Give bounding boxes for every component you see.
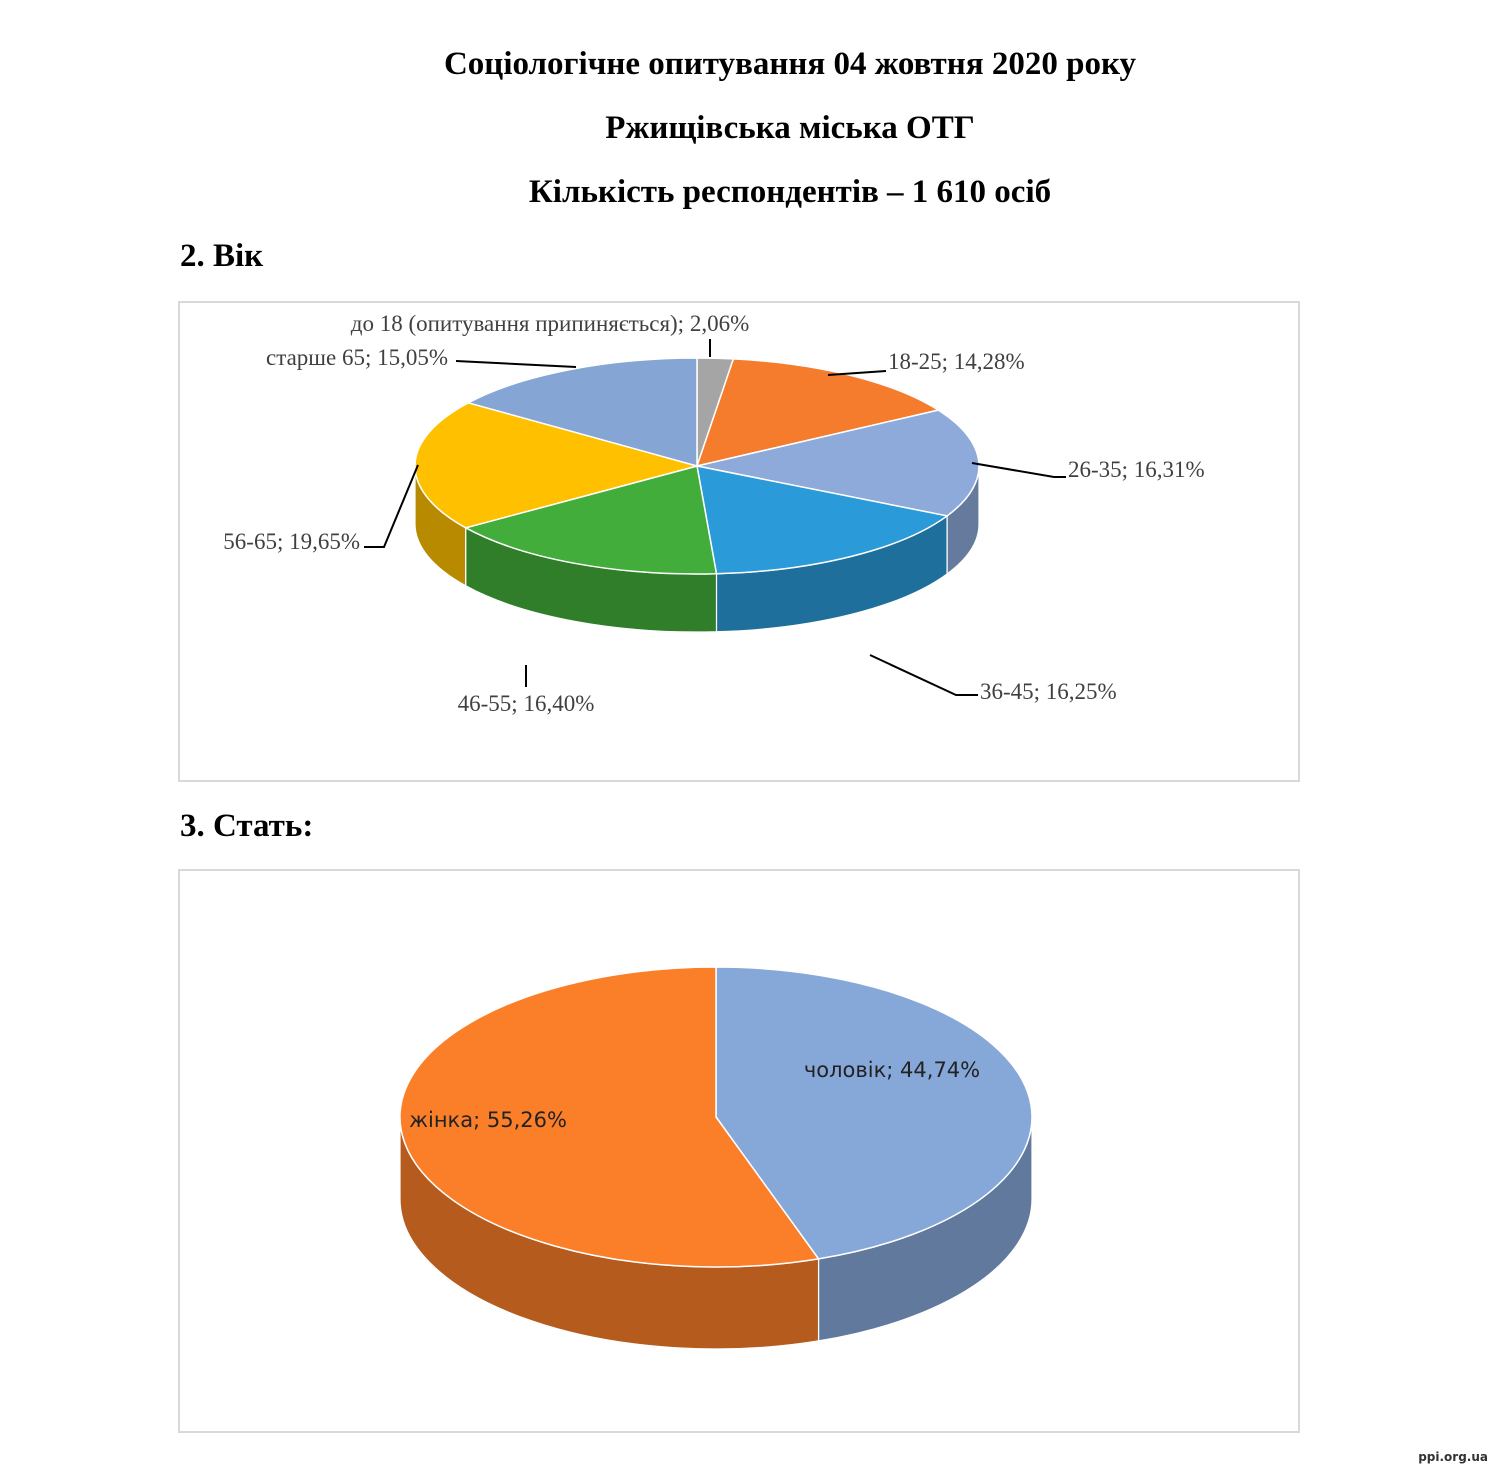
gender-section-title: 3. Стать:	[180, 808, 314, 844]
respondents-count: Кількість респондентів – 1 610 осіб	[528, 174, 1052, 210]
data-label-7: старше 65; 15,05%	[266, 345, 448, 370]
community-title: Ржищівська міська ОТГ	[605, 110, 975, 146]
gender-chart-frame	[178, 869, 1300, 1433]
leader-line-7	[456, 361, 576, 367]
data-label-6: 56-65; 19,65%	[223, 529, 360, 554]
data-label-5: 46-55; 16,40%	[457, 691, 595, 716]
survey-title: Соціологічне опитування 04 жовтня 2020 року	[443, 46, 1137, 82]
gender-pie-chart	[180, 871, 1298, 1431]
data-label-1: до 18 (опитування припиняється); 2,06%	[350, 311, 750, 336]
data-label-2: 18-25; 14,28%	[888, 349, 1025, 374]
data-label-1: чоловік; 44,74%	[803, 1058, 981, 1082]
leader-line-6	[364, 465, 418, 547]
watermark: ppi.org.ua	[1418, 1450, 1488, 1464]
age-section-title: 2. Вік	[180, 238, 264, 274]
data-label-4: 36-45; 16,25%	[980, 679, 1117, 704]
leader-line-3	[972, 463, 1066, 477]
data-label-2: жінка; 55,26%	[409, 1108, 567, 1132]
age-chart-frame	[178, 301, 1300, 782]
data-label-3: 26-35; 16,31%	[1068, 457, 1205, 482]
age-pie-chart	[180, 303, 1298, 780]
leader-line-4	[870, 655, 978, 695]
